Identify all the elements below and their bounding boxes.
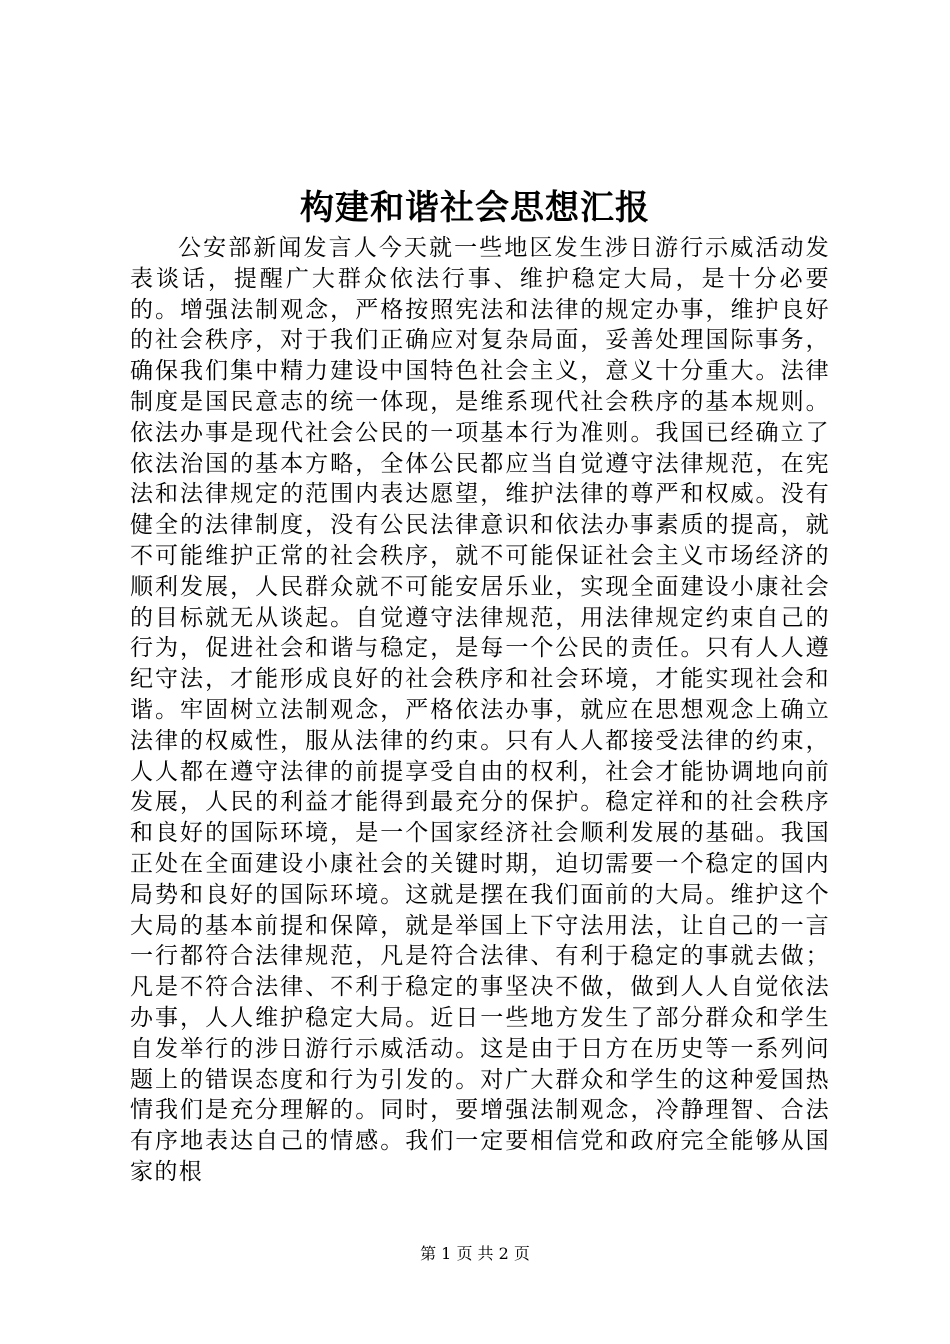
document-body-paragraph: 公安部新闻发言人今天就一些地区发生涉日游行示威活动发表谈话，提醒广大群众依法行事、维护稳定大局，是十分必要的。增强法制观念，严格按照宪法和法律的规定办事，维护良好的社会秩序，对于我们正确应对复杂局面，妥善处理国际事务，确保我们集中精力建设中国特色社会主义，意义十分重大。法律制度是国民意志的统一体现，是维系现代社会秩序的基本规则。依法办事是现代社会公民的一项基本行为准则。我国已经确立了依法治国的基本方略，全体公民都应当自觉遵守法律规范，在宪法和法律规定的范围内表达愿望，维护法律的尊严和权威。没有健全的法律制度，没有公民法律意识和依法办事素质的提高，就不可能维护正常的社会秩序，就不可能保证社会主义市场经济的顺利发展，人民群众就不可能安居乐业，实现全面建设小康社会的目标就无从谈起。自觉遵守法律规范，用法律规定约束自己的行为，促进社会和谐与稳定，是每一个公民的责任。只有人人遵纪守法，才能形成良好的社会秩序和社会环境，才能实现社会和谐。牢固树立法制观念，严格依法办事，就应在思想观念上确立法律的权威性，服从法律的约束。只有人人都接受法律的约束，人人都在遵守法律的前提享受自由的权利，社会才能协调地向前发展，人民的利益才能得到最充分的保护。稳定祥和的社会秩序和良好的国际环境，是一个国家经济社会顺利发展的基础。我国正处在全面建设小康社会的关键时期，迫切需要一个稳定的国内局势和良好的国际环境。这就是摆在我们面前的大局。维护这个大局的基本前提和保障，就是举国上下守法用法，让自己的一言一行都符合法律规范，凡是符合法律、有利于稳定的事就去做；凡是不符合法律、不利于稳定的事坚决不做，做到人人自觉依法办事，人人维护稳定大局。近日一些地方发生了部分群众和学生自发举行的涉日游行示威活动。这是由于日方在历史等一系列问题上的错误态度和行为引发的。对广大群众和学生的这种爱国热情我们是充分理解的。同时，要增强法制观念，冷静理智、合法有序地表达自己的情感。我们一定要相信党和政府完全能够从国家的根 (130, 235, 830, 1185)
page-footer: 第 1 页 共 2 页 (420, 1244, 530, 1263)
document-title: 构建和谐社会思想汇报 (300, 188, 650, 228)
